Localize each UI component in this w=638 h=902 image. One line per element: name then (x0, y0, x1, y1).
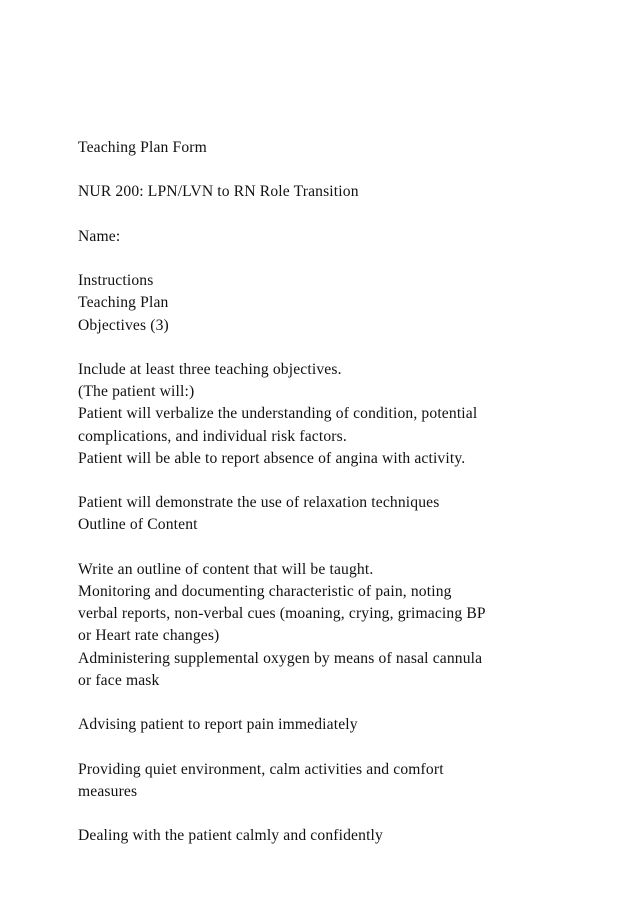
name-label: Name: (78, 227, 121, 245)
objectives-heading: Objectives (3) (78, 316, 169, 334)
objective-3: Patient will demonstrate the use of relaxation techniques (78, 494, 440, 512)
outline-instruction: Write an outline of content that will be taught. (78, 560, 374, 578)
content-item-4: Providing quiet environment, calm activities and comfort (78, 760, 444, 778)
content-item-2: Administering supplemental oxygen by means of nasal cannula (78, 649, 483, 667)
outline-heading: Outline of Content (78, 516, 198, 534)
content-item-1-cont: or Heart rate changes) (78, 627, 220, 645)
spacer (78, 537, 598, 559)
content-item-5: Dealing with the patient calmly and confidently (78, 827, 383, 845)
objective-2: Patient will be able to report absence of angina with activity. (78, 449, 466, 467)
instructions-heading: Instructions (78, 272, 154, 290)
objectives-instruction: Include at least three teaching objectives. (78, 360, 342, 378)
content-item-2-cont: or face mask (78, 671, 160, 689)
spacer (78, 692, 598, 714)
document-body (78, 137, 598, 847)
objective-1-cont: complications, and individual risk factors. (78, 427, 347, 445)
content-item-3: Advising patient to report pain immediately (78, 716, 358, 734)
spacer (78, 337, 598, 359)
objective-1: Patient will verbalize the understanding of condition, potential (78, 405, 478, 423)
content-item-1: Monitoring and documenting characteristic of pain, noting (78, 582, 452, 600)
spacer (78, 204, 598, 226)
course-title: NUR 200: LPN/LVN to RN Role Transition (78, 183, 359, 201)
content-item-4-cont: measures (78, 782, 138, 800)
teaching-plan-heading: Teaching Plan (78, 294, 169, 312)
spacer (78, 736, 598, 758)
content-item-1-cont: verbal reports, non-verbal cues (moaning, crying, grimacing BP (78, 605, 486, 623)
patient-will-note: (The patient will:) (78, 383, 195, 401)
spacer (78, 159, 598, 181)
form-title: Teaching Plan Form (78, 139, 207, 156)
spacer (78, 248, 598, 270)
spacer (78, 470, 598, 492)
spacer (78, 803, 598, 825)
